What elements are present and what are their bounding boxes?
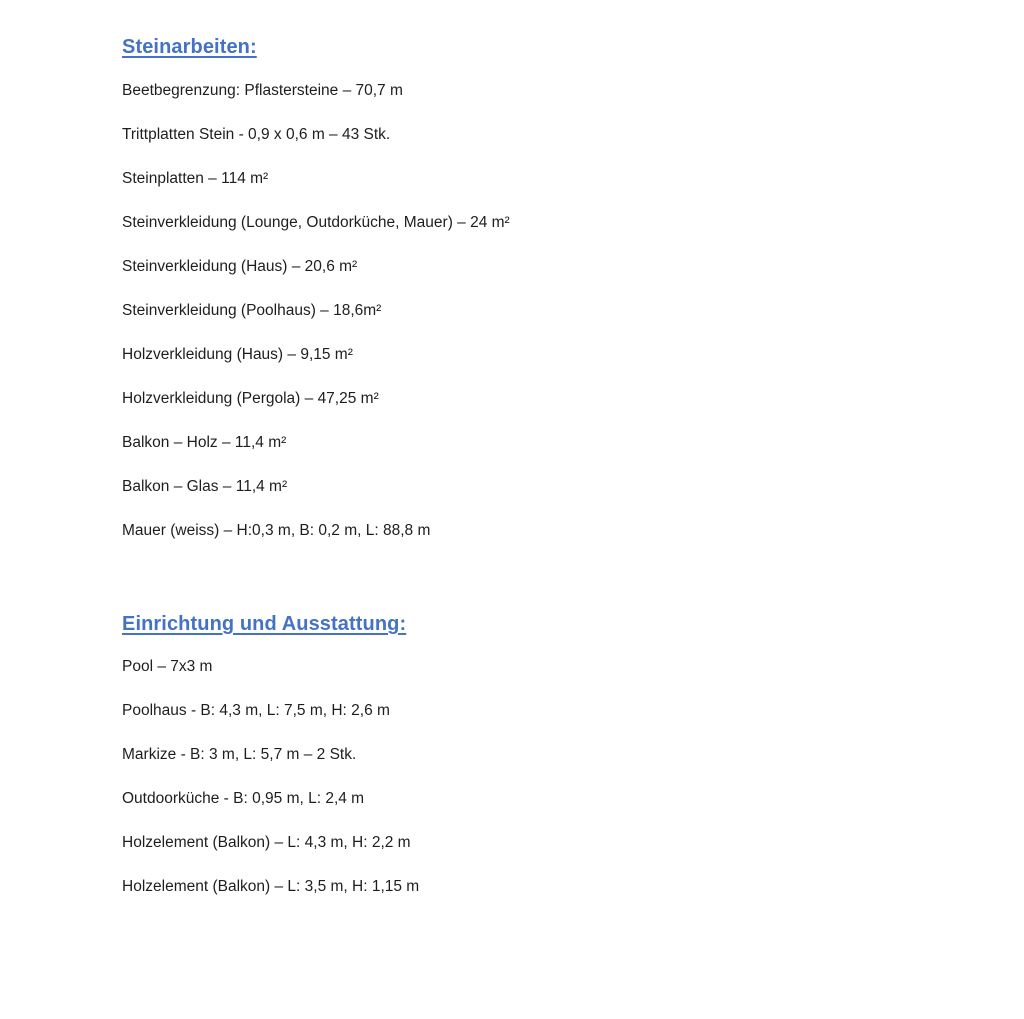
section-einrichtung-ausstattung [122,610,942,921]
list-item: Holzelement (Balkon) – L: 4,3 m, H: 2,2 m [122,834,411,851]
list-item: Balkon – Glas – 11,4 m² [122,478,288,495]
list-item: Poolhaus - B: 4,3 m, L: 7,5 m, H: 2,6 m [122,702,390,719]
list-item: Holzverkleidung (Pergola) – 47,25 m² [122,390,379,407]
section-steinarbeiten [122,33,942,565]
list-item: Holzverkleidung (Haus) – 9,15 m² [122,346,353,363]
list-item: Outdoorküche - B: 0,95 m, L: 2,4 m [122,790,365,807]
list-item: Holzelement (Balkon) – L: 3,5 m, H: 1,15 m [122,878,420,895]
list-item: Steinplatten – 114 m² [122,170,269,187]
item-list [122,81,942,541]
list-item: Steinverkleidung (Poolhaus) – 18,6m² [122,302,382,319]
item-list [122,657,942,897]
section-heading: Einrichtung und Ausstattung: [122,613,407,635]
list-item: Steinverkleidung (Haus) – 20,6 m² [122,258,358,275]
list-item: Beetbegrenzung: Pflastersteine – 70,7 m [122,82,403,99]
section-heading: Steinarbeiten: [122,36,257,58]
list-item: Mauer (weiss) – H:0,3 m, B: 0,2 m, L: 88,8 m [122,522,431,539]
list-item: Steinverkleidung (Lounge, Outdorküche, Mauer) – 24 m² [122,214,510,231]
list-item: Markize - B: 3 m, L: 5,7 m – 2 Stk. [122,746,357,763]
list-item: Pool – 7x3 m [122,658,213,675]
list-item: Trittplatten Stein - 0,9 x 0,6 m – 43 Stk. [122,126,391,143]
list-item: Balkon – Holz – 11,4 m² [122,434,287,451]
